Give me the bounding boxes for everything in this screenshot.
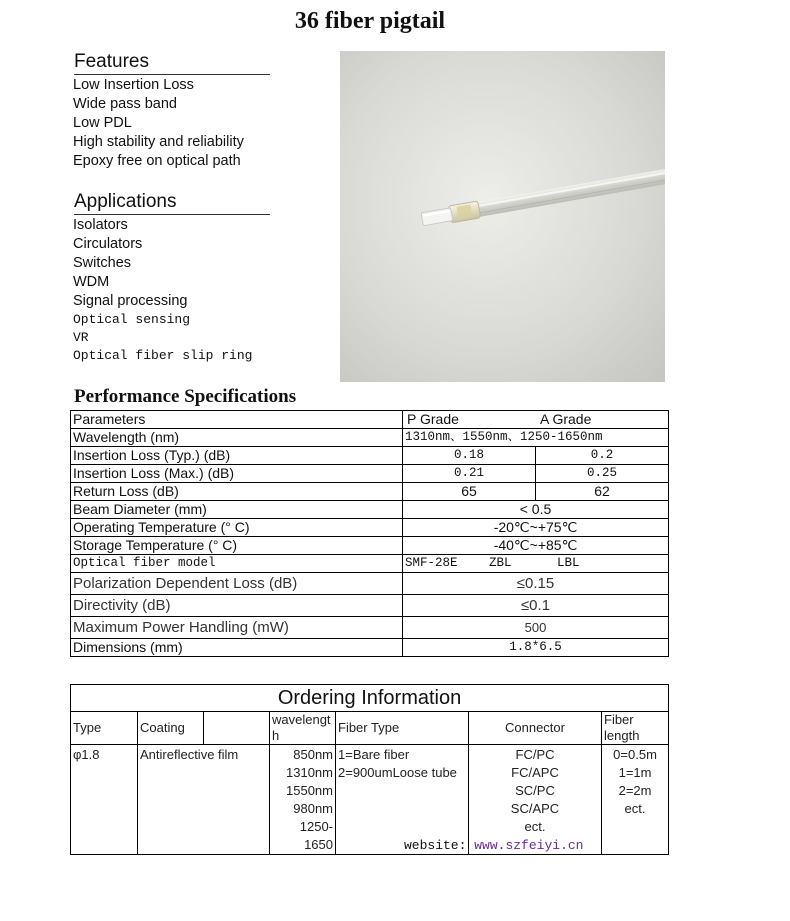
fiber-model: SMF-28E [405,556,458,570]
param-label: Optical fiber model [71,555,403,573]
fiber-length-cell [602,745,669,855]
col-fiber-length: Fiber length [602,712,669,745]
p-grade-value: 0.21 [403,465,536,483]
fiber-length-option: 2=2m [618,783,652,798]
page-title: 36 fiber pigtail [294,8,446,34]
param-value: -40℃~+85℃ [403,537,669,555]
table-row [71,519,669,537]
table-row [71,429,669,447]
p-grade-value: 0.18 [403,447,536,465]
application-item: WDM [73,274,110,290]
application-item: Isolators [73,217,128,233]
param-label: Insertion Loss (Max.) (dB) [71,465,403,483]
param-value: 500 [403,617,669,639]
connector-option: FC/APC [511,765,559,780]
param-value: -20℃~+75℃ [403,519,669,537]
a-grade-value: 0.2 [536,447,669,465]
table-row [71,573,669,595]
feature-item: Low PDL [73,115,132,131]
table-row [71,537,669,555]
application-item: Optical fiber slip ring [73,348,253,363]
param-label: Beam Diameter (mm) [71,501,403,519]
fiber-model: LBL [557,556,580,570]
param-label: Insertion Loss (Typ.) (dB) [71,447,403,465]
param-value: 1310nm、1550nm、1250-1650nm [403,429,669,447]
fiber-type-option: 1=Bare fiber [338,747,410,762]
header-p-grade: P Grade [407,411,459,427]
fiber-model: ZBL [489,556,512,570]
fiber-type-option: 2=900umLoose tube [338,765,457,780]
col-coating: Coating [138,712,204,745]
p-grade-value: 65 [403,483,536,501]
col-type: Type [71,712,138,745]
table-row [71,639,669,657]
table-row [71,483,669,501]
table-header-row [71,411,669,429]
param-value: ≤0.15 [403,573,669,595]
wavelength-cell [270,745,336,855]
table-header-row [71,712,669,745]
feature-item: High stability and reliability [73,134,244,150]
ordering-heading: Ordering Information [71,685,669,712]
application-item: Signal processing [73,293,188,309]
feature-item: Wide pass band [73,96,177,112]
coating-cell [138,745,270,855]
header-a-grade: A Grade [540,411,592,427]
website-label: website: [404,838,467,853]
performance-heading: Performance Specifications [74,386,297,407]
website-line [404,838,583,853]
coating-option: Antireflective film [140,747,239,762]
wavelength-option: 1310nm [286,765,333,780]
website-link[interactable]: www.szfeiyi.cn [474,838,584,853]
applications-heading: Applications [74,191,270,215]
performance-table [70,410,669,657]
connector-option: FC/PC [515,747,555,762]
param-value: 1.8*6.5 [403,639,669,657]
param-label: Return Loss (dB) [71,483,403,501]
table-row [71,447,669,465]
ordering-table [70,684,669,855]
wavelength-option: 850nm [293,747,333,762]
a-grade-value: 0.25 [536,465,669,483]
feature-item: Low Insertion Loss [73,77,194,93]
param-label: Wavelength (nm) [71,429,403,447]
param-label: Operating Temperature (° C) [71,519,403,537]
applications-list [73,216,252,365]
param-label: Storage Temperature (° C) [71,537,403,555]
connector-option: ect. [524,819,546,834]
application-item: Circulators [73,236,143,252]
product-photo [340,51,665,382]
wavelength-option: 980nm [293,801,333,816]
col-blank [204,712,270,745]
param-label: Dimensions (mm) [71,639,403,657]
application-item: Optical sensing [73,312,191,327]
fiber-length-option: 1=1m [618,765,652,780]
wavelength-option: 1250-1650 [299,819,333,852]
param-value: < 0.5 [403,501,669,519]
col-wavelength: wavelength [270,712,336,745]
application-item: Switches [73,255,132,271]
wavelength-option: 1550nm [286,783,333,798]
connector-option: SC/PC [515,783,555,798]
type-option: φ1.8 [73,747,100,762]
fiber-length-option: 0=0.5m [613,747,657,762]
features-list [73,76,244,171]
feature-item: Epoxy free on optical path [73,153,241,169]
param-label: Maximum Power Handling (mW) [71,617,403,639]
param-label: Polarization Dependent Loss (dB) [71,573,403,595]
table-row [71,465,669,483]
param-label: Directivity (dB) [71,595,403,617]
col-connector: Connector [469,712,602,745]
table-row [71,501,669,519]
a-grade-value: 62 [536,483,669,501]
param-value: ≤0.1 [403,595,669,617]
features-heading: Features [74,51,270,75]
table-row [71,595,669,617]
fiber-length-option: ect. [624,801,646,816]
type-cell [71,745,138,855]
application-item: VR [73,330,89,345]
header-parameters: Parameters [71,411,403,429]
connector-option: SC/APC [510,801,560,816]
table-row [71,617,669,639]
col-fiber-type: Fiber Type [336,712,469,745]
table-row [71,555,669,573]
